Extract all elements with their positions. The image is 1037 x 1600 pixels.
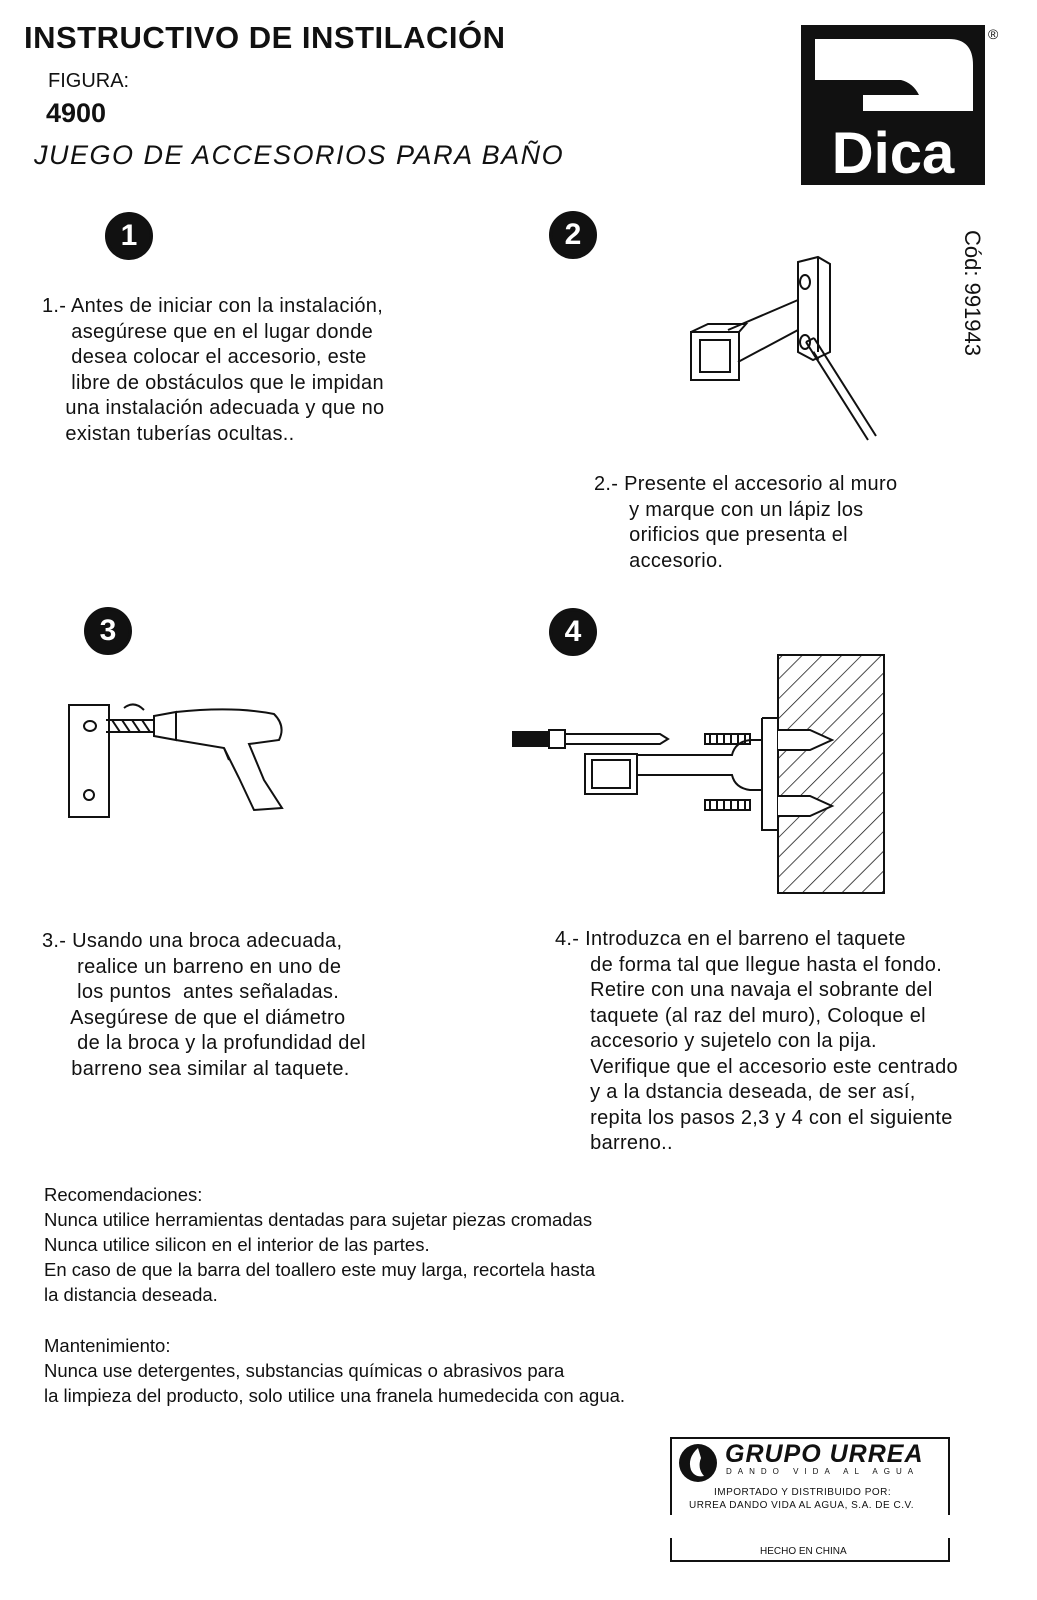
- step-1-text: 1.- Antes de iniciar con la instalación, asegúrese que en el lugar donde desea colocar el accesorio, este libre de obstáculos que le impidan una instalación adecuada y que no existan tuberías ocultas..: [42, 295, 385, 445]
- brand-slogan: DANDO VIDA AL AGUA: [726, 1467, 920, 1476]
- step-3-badge: 3: [84, 607, 132, 655]
- step-2-badge: 2: [549, 211, 597, 259]
- step-4-badge: 4: [549, 608, 597, 656]
- document-title: INSTRUCTIVO DE INSTILACIÓN: [24, 20, 506, 55]
- dica-logo: [801, 25, 985, 185]
- dica-logo-text: Dica: [831, 121, 955, 185]
- recommendation-line: En caso de que la barra del toallero este muy larga, recortela hasta: [44, 1259, 596, 1280]
- step-1-badge: 1: [105, 212, 153, 260]
- brand-name: GRUPO URREA: [725, 1440, 924, 1468]
- recommendation-line: la distancia deseada.: [44, 1284, 218, 1305]
- registered-mark: ®: [988, 26, 999, 42]
- step-3-text: 3.- Usando una broca adecuada, realice un barreno en uno de los puntos antes señaladas. Asegúrese de que el diámetro de la broca y la profundidad del barreno sea similar al taquete.: [42, 930, 366, 1080]
- importer-name: URREA DANDO VIDA AL AGUA, S.A. DE C.V.: [689, 1500, 914, 1511]
- step-2-text: 2.- Presente el accesorio al muro y marque con un lápiz los orificios que presenta el accesorio.: [594, 473, 898, 572]
- step-3-illustration: [64, 700, 294, 825]
- maintenance-line: la limpieza del producto, solo utilice una franela humedecida con agua.: [44, 1385, 626, 1406]
- recommendation-line: Nunca utilice silicon en el interior de las partes.: [44, 1234, 430, 1255]
- product-code: Cód: 991943: [960, 230, 985, 356]
- urrea-logo-icon: [677, 1442, 719, 1484]
- step-4-illustration: [510, 650, 890, 895]
- made-in-label: HECHO EN CHINA: [760, 1546, 847, 1557]
- figure-label: FIGURA:: [48, 70, 130, 92]
- step-4-text: 4.- Introduzca en el barreno el taquete de forma tal que llegue hasta el fondo. Retire con una navaja el sobrante del taquete (al raz del muro), Coloque el accesorio y sujetelo con la pija. Verifique que el accesorio este centrado y a la dstancia deseada, de ser así, repita los pasos 2,3 y 4 con el siguiente barreno..: [555, 928, 958, 1154]
- maintenance-line: Nunca use detergentes, substancias químicas o abrasivos para: [44, 1360, 565, 1381]
- recommendations-heading: Recomendaciones:: [44, 1184, 203, 1205]
- figure-number: 4900: [46, 98, 107, 128]
- recommendation-line: Nunca utilice herramientas dentadas para sujetar piezas cromadas: [44, 1209, 593, 1230]
- importer-label: IMPORTADO Y DISTRIBUIDO POR:: [714, 1487, 892, 1498]
- dica-logo-graphic: [801, 25, 985, 185]
- maintenance-heading: Mantenimiento:: [44, 1335, 171, 1356]
- product-subtitle: JUEGO DE ACCESORIOS PARA BAÑO: [34, 140, 565, 170]
- step-2-illustration: [688, 252, 888, 447]
